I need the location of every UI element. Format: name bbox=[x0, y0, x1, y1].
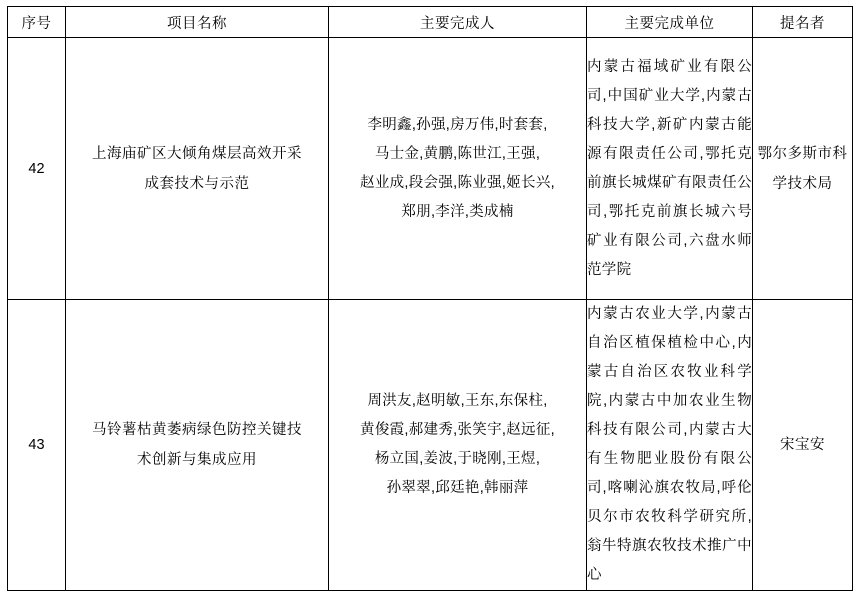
project-name-line: 术创新与集成应用 bbox=[137, 452, 257, 468]
nominator-line: 宋宝安 bbox=[780, 437, 825, 453]
nominator-line: 学技术局 bbox=[772, 175, 833, 192]
contributors-line: 黄俊霞,郝建秀,张笑宇,赵远征, bbox=[360, 422, 555, 438]
column-header-main-organizations: 主要完成单位 bbox=[587, 7, 753, 38]
table-row bbox=[8, 300, 853, 591]
table-header bbox=[8, 7, 853, 38]
cell-main-contributors bbox=[329, 300, 587, 591]
column-header-nominator: 提名者 bbox=[753, 7, 853, 38]
document-page bbox=[0, 6, 859, 587]
table-row bbox=[8, 38, 853, 300]
contributors-line: 赵业成,段会强,陈业强,姬长兴, bbox=[360, 174, 555, 191]
contributors-line: 李明鑫,孙强,房万伟,时套套, bbox=[367, 116, 548, 133]
contributors-line: 马士金,黄鹏,陈世江,王强, bbox=[374, 145, 541, 162]
contributors-line: 孙翠翠,邱廷艳,韩丽萍 bbox=[386, 480, 529, 496]
award-projects-table bbox=[7, 6, 853, 591]
cell-serial-number: 43 bbox=[8, 300, 66, 591]
cell-serial-number: 42 bbox=[8, 38, 66, 300]
project-name-line: 成套技术与示范 bbox=[144, 175, 250, 192]
cell-nominator bbox=[753, 38, 853, 300]
cell-main-contributors bbox=[329, 38, 587, 300]
column-header-no: 序号 bbox=[8, 7, 66, 38]
contributors-line: 杨立国,姜波,于晓刚,王煜, bbox=[374, 451, 541, 467]
cell-project-name bbox=[66, 300, 329, 591]
cell-main-organizations bbox=[587, 38, 753, 300]
table-body bbox=[8, 38, 853, 591]
cell-main-organizations bbox=[587, 300, 753, 591]
organizations-text: 内蒙古农业大学,内蒙古自治区植保植检中心,内蒙古自治区农牧业科学院,内蒙古中加农业生物科技有限公司,内蒙古大有生物肥业股份有限公司,喀喇沁旗农牧局,呼伦贝尔市农牧科学研究所,翁牛特旗农牧技术推广中心 bbox=[587, 306, 752, 583]
organizations-text: 内蒙古福域矿业有限公司,中国矿业大学,内蒙古科技大学,新矿内蒙古能源有限责任公司,鄂托克前旗长城煤矿有限责任公司,鄂托克前旗长城六号矿业有限公司,六盘水师范学院 bbox=[587, 58, 752, 278]
project-name-line: 上海庙矿区大倾角煤层高效开采 bbox=[92, 145, 302, 162]
column-header-project-name: 项目名称 bbox=[66, 7, 329, 38]
cell-nominator bbox=[753, 300, 853, 591]
contributors-line: 周洪友,赵明敏,王东,东保柱, bbox=[367, 393, 548, 409]
cell-project-name bbox=[66, 38, 329, 300]
header-row bbox=[8, 7, 853, 38]
nominator-line: 鄂尔多斯市科 bbox=[757, 145, 848, 162]
contributors-line: 郑朋,李洋,类成楠 bbox=[401, 203, 514, 220]
project-name-line: 马铃薯枯黄萎病绿色防控关键技 bbox=[92, 422, 302, 438]
column-header-main-contributors: 主要完成人 bbox=[329, 7, 587, 38]
